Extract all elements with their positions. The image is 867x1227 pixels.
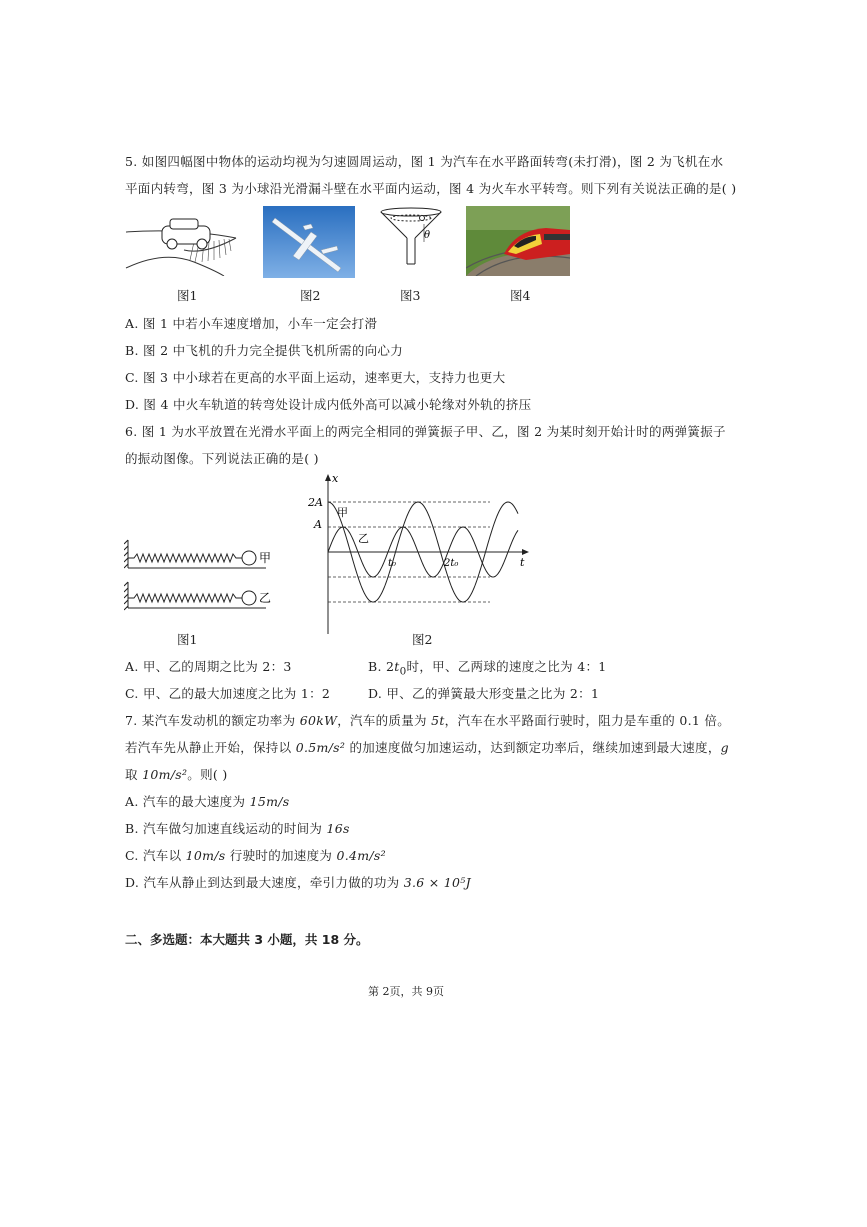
q6-option-c: C. 甲、乙的最大加速度之比为 1：2 bbox=[125, 686, 331, 701]
q5-figure-2-label: 图2 bbox=[300, 288, 321, 303]
graph-tick-2a: 2A bbox=[308, 496, 323, 509]
q6-option-b: B. $2t_0$时，甲、乙两球的速度之比为 4：1 bbox=[368, 659, 607, 678]
q7-option-a: A. 汽车的最大速度为 15m/s bbox=[125, 794, 290, 809]
q7-stem-line2: 若汽车先从静止开始，保持以 0.5m/s² 的加速度做匀加速运动，达到额定功率后，继续加速到最大速度，g bbox=[125, 740, 729, 755]
q6-option-a: A. 甲、乙的周期之比为 2：3 bbox=[125, 659, 292, 674]
q5-stem-line1: 5. 如图四幅图中物体的运动均视为匀速圆周运动，图 1 为汽车在水平路面转弯(未打滑)，图 2 为飞机在水 bbox=[125, 154, 724, 169]
q7-stem-line3: 取 10m/s²。则( ) bbox=[125, 767, 228, 782]
q5-figure-3-theta: θ bbox=[424, 230, 431, 241]
page-footer: 第 2页，共 9页 bbox=[368, 985, 444, 998]
q7-stem-line1: 7. 某汽车发动机的额定功率为 60kW，汽车的质量为 5t，汽车在水平路面行驶时，阻力是车重的 0.1 倍。 bbox=[125, 713, 730, 728]
q5-figure-3-label: 图3 bbox=[400, 288, 421, 303]
graph-curve-jia-label: 甲 bbox=[337, 506, 348, 519]
q5-option-c: C. 图 3 中小球若在更高的水平面上运动，速率更大，支持力也更大 bbox=[125, 370, 506, 385]
q5-figure-3-funnel bbox=[378, 206, 444, 266]
q7-option-b: B. 汽车做匀加速直线运动的时间为 16s bbox=[125, 821, 350, 836]
q6-option-d: D. 甲、乙的弹簧最大形变量之比为 2：1 bbox=[368, 686, 600, 701]
q5-option-a: A. 图 1 中若小车速度增加，小车一定会打滑 bbox=[125, 316, 378, 331]
q6-stem-line1: 6. 图 1 为水平放置在光滑水平面上的两完全相同的弹簧振子甲、乙，图 2 为某时刻开始计时的两弹簧振子 bbox=[125, 424, 726, 439]
q5-option-b: B. 图 2 中飞机的升力完全提供飞机所需的向心力 bbox=[125, 343, 404, 358]
q5-figure-1-label: 图1 bbox=[177, 288, 198, 303]
graph-curve-yi-label: 乙 bbox=[358, 532, 369, 545]
q7-option-c: C. 汽车以 10m/s 行驶时的加速度为 0.4m/s² bbox=[125, 848, 386, 863]
graph-tick-t0: t₀ bbox=[388, 558, 397, 569]
graph-tick-2t0: 2t₀ bbox=[444, 558, 459, 569]
graph-t-axis-label: t bbox=[520, 556, 525, 569]
q6-figure-2-label: 图2 bbox=[412, 632, 433, 647]
q5-figure-1-car bbox=[124, 210, 240, 276]
q6-figure-2-graph bbox=[300, 470, 540, 636]
q5-option-d: D. 图 4 中火车轨道的转弯处设计成内低外高可以减小轮缘对外轨的挤压 bbox=[125, 397, 532, 412]
graph-x-axis-label: x bbox=[332, 472, 339, 485]
q5-figure-4-train bbox=[466, 206, 570, 276]
q6-stem-line2: 的振动图像。下列说法正确的是( ) bbox=[125, 451, 319, 466]
q6-spring-jia-label: 甲 bbox=[259, 551, 272, 565]
q5-figure-4-label: 图4 bbox=[510, 288, 531, 303]
q7-option-d: D. 汽车从静止到达到最大速度，牵引力做的功为 3.6 × 10⁵J bbox=[125, 875, 471, 890]
q5-stem-line2: 平面内转弯，图 3 为小球沿光滑漏斗壁在水平面内运动，图 4 为火车水平转弯。则下列有关说法正确的是( ) bbox=[125, 181, 737, 196]
section-2-heading: 二、多选题：本大题共 3 小题，共 18 分。 bbox=[125, 932, 369, 947]
q6-figure-1-springs bbox=[124, 536, 284, 616]
q6-spring-yi-label: 乙 bbox=[259, 591, 272, 605]
q6-figure-1-label: 图1 bbox=[177, 632, 198, 647]
graph-tick-a: A bbox=[314, 518, 322, 531]
q5-figure-2-airplane bbox=[263, 206, 355, 278]
